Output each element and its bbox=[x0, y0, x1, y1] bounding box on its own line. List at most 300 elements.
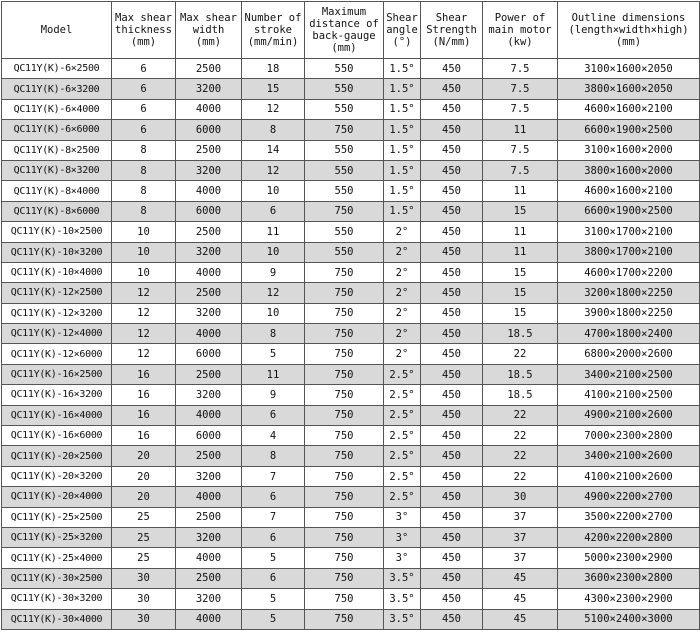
cell-model: QC11Y(K)-16×3200 bbox=[2, 385, 112, 405]
header-line: (mm) bbox=[195, 36, 222, 48]
cell-shear-strength: 450 bbox=[421, 303, 483, 323]
cell-model: QC11Y(K)-30×2500 bbox=[2, 568, 112, 588]
cell-max-shear-thickness: 8 bbox=[112, 140, 176, 160]
cell-outline-dimensions: 4600×1700×2200 bbox=[558, 262, 700, 282]
cell-shear-strength: 450 bbox=[421, 344, 483, 364]
cell-max-shear-width: 3200 bbox=[176, 385, 242, 405]
cell-outline-dimensions: 4600×1600×2100 bbox=[558, 181, 700, 201]
cell-max-shear-thickness: 12 bbox=[112, 303, 176, 323]
cell-max-shear-width: 3200 bbox=[176, 589, 242, 609]
cell-max-shear-width: 2500 bbox=[176, 568, 242, 588]
cell-max-shear-width: 4000 bbox=[176, 181, 242, 201]
cell-model: QC11Y(K)-25×4000 bbox=[2, 548, 112, 568]
cell-outline-dimensions: 7000×2300×2800 bbox=[558, 426, 700, 446]
header-line: (mm) bbox=[615, 36, 642, 48]
cell-outline-dimensions: 4100×2100×2500 bbox=[558, 385, 700, 405]
cell-max-shear-width: 6000 bbox=[176, 344, 242, 364]
cell-shear-strength: 450 bbox=[421, 242, 483, 262]
cell-outline-dimensions: 3400×2100×2600 bbox=[558, 446, 700, 466]
cell-shear-strength: 450 bbox=[421, 568, 483, 588]
cell-outline-dimensions: 3200×1800×2250 bbox=[558, 283, 700, 303]
cell-shear-angle: 2° bbox=[384, 344, 421, 364]
cell-model: QC11Y(K)-12×6000 bbox=[2, 344, 112, 364]
cell-max-shear-thickness: 25 bbox=[112, 548, 176, 568]
cell-number-of-stroke: 5 bbox=[242, 589, 305, 609]
cell-number-of-stroke: 4 bbox=[242, 426, 305, 446]
cell-main-motor-power: 22 bbox=[483, 426, 558, 446]
cell-max-shear-thickness: 10 bbox=[112, 262, 176, 282]
header-main-motor-power bbox=[483, 2, 558, 59]
cell-max-shear-thickness: 6 bbox=[112, 120, 176, 140]
header-line: back-gauge bbox=[312, 30, 376, 42]
cell-outline-dimensions: 4300×2300×2900 bbox=[558, 589, 700, 609]
cell-max-back-gauge-distance: 750 bbox=[305, 324, 384, 344]
cell-max-shear-thickness: 30 bbox=[112, 609, 176, 629]
table-row bbox=[2, 242, 700, 262]
cell-max-shear-width: 6000 bbox=[176, 201, 242, 221]
header-line: Power of bbox=[494, 12, 546, 24]
cell-max-back-gauge-distance: 750 bbox=[305, 344, 384, 364]
header-row bbox=[2, 2, 700, 59]
cell-number-of-stroke: 8 bbox=[242, 120, 305, 140]
cell-shear-strength: 450 bbox=[421, 324, 483, 344]
cell-max-shear-thickness: 10 bbox=[112, 242, 176, 262]
cell-number-of-stroke: 5 bbox=[242, 548, 305, 568]
cell-outline-dimensions: 5000×2300×2900 bbox=[558, 548, 700, 568]
header-line: stroke bbox=[254, 24, 292, 36]
cell-shear-strength: 450 bbox=[421, 79, 483, 99]
cell-number-of-stroke: 8 bbox=[242, 446, 305, 466]
cell-main-motor-power: 22 bbox=[483, 405, 558, 425]
cell-main-motor-power: 18.5 bbox=[483, 324, 558, 344]
cell-model: QC11Y(K)-16×6000 bbox=[2, 426, 112, 446]
cell-max-shear-width: 2500 bbox=[176, 507, 242, 527]
cell-model: QC11Y(K)-30×4000 bbox=[2, 609, 112, 629]
cell-shear-strength: 450 bbox=[421, 120, 483, 140]
cell-max-back-gauge-distance: 750 bbox=[305, 201, 384, 221]
cell-model: QC11Y(K)-6×3200 bbox=[2, 79, 112, 99]
cell-model: QC11Y(K)-16×4000 bbox=[2, 405, 112, 425]
cell-shear-angle: 2° bbox=[384, 262, 421, 282]
header-line: Strength bbox=[426, 24, 477, 36]
cell-main-motor-power: 45 bbox=[483, 589, 558, 609]
cell-shear-angle: 2.5° bbox=[384, 405, 421, 425]
cell-max-shear-thickness: 6 bbox=[112, 99, 176, 119]
header-max-shear-width bbox=[176, 2, 242, 59]
cell-outline-dimensions: 3100×1700×2100 bbox=[558, 222, 700, 242]
cell-max-shear-thickness: 12 bbox=[112, 344, 176, 364]
cell-max-shear-width: 4000 bbox=[176, 548, 242, 568]
cell-outline-dimensions: 3900×1800×2250 bbox=[558, 303, 700, 323]
cell-max-shear-thickness: 10 bbox=[112, 222, 176, 242]
cell-shear-angle: 2° bbox=[384, 222, 421, 242]
cell-max-shear-width: 3200 bbox=[176, 466, 242, 486]
header-line: (N/mm) bbox=[432, 36, 471, 48]
cell-shear-angle: 1.5° bbox=[384, 99, 421, 119]
cell-model: QC11Y(K)-20×2500 bbox=[2, 446, 112, 466]
cell-number-of-stroke: 12 bbox=[242, 99, 305, 119]
cell-main-motor-power: 18.5 bbox=[483, 385, 558, 405]
header-line: Max shear bbox=[180, 12, 237, 24]
cell-shear-strength: 450 bbox=[421, 507, 483, 527]
header-shear-strength bbox=[421, 2, 483, 59]
cell-model: QC11Y(K)-8×4000 bbox=[2, 181, 112, 201]
cell-shear-strength: 450 bbox=[421, 160, 483, 180]
cell-shear-angle: 2.5° bbox=[384, 466, 421, 486]
cell-model: QC11Y(K)-8×3200 bbox=[2, 160, 112, 180]
table-row bbox=[2, 527, 700, 547]
table-row bbox=[2, 487, 700, 507]
table-row bbox=[2, 364, 700, 384]
header-model bbox=[2, 2, 112, 59]
cell-number-of-stroke: 12 bbox=[242, 160, 305, 180]
cell-shear-strength: 450 bbox=[421, 201, 483, 221]
table-row bbox=[2, 59, 700, 79]
cell-max-shear-thickness: 8 bbox=[112, 201, 176, 221]
header-number-of-stroke bbox=[242, 2, 305, 59]
table-row bbox=[2, 609, 700, 629]
cell-number-of-stroke: 11 bbox=[242, 222, 305, 242]
cell-number-of-stroke: 10 bbox=[242, 242, 305, 262]
cell-shear-strength: 450 bbox=[421, 262, 483, 282]
table-row bbox=[2, 568, 700, 588]
table-row bbox=[2, 120, 700, 140]
cell-max-shear-thickness: 12 bbox=[112, 283, 176, 303]
cell-shear-strength: 450 bbox=[421, 527, 483, 547]
cell-max-shear-thickness: 30 bbox=[112, 568, 176, 588]
cell-max-shear-width: 4000 bbox=[176, 262, 242, 282]
cell-main-motor-power: 7.5 bbox=[483, 140, 558, 160]
cell-shear-strength: 450 bbox=[421, 181, 483, 201]
cell-max-back-gauge-distance: 750 bbox=[305, 487, 384, 507]
cell-main-motor-power: 22 bbox=[483, 446, 558, 466]
cell-shear-angle: 3.5° bbox=[384, 589, 421, 609]
cell-max-back-gauge-distance: 750 bbox=[305, 364, 384, 384]
cell-outline-dimensions: 3100×1600×2000 bbox=[558, 140, 700, 160]
cell-shear-strength: 450 bbox=[421, 466, 483, 486]
cell-shear-strength: 450 bbox=[421, 426, 483, 446]
table-row bbox=[2, 466, 700, 486]
table-row bbox=[2, 222, 700, 242]
cell-model: QC11Y(K)-25×2500 bbox=[2, 507, 112, 527]
cell-max-shear-width: 2500 bbox=[176, 364, 242, 384]
cell-shear-angle: 2.5° bbox=[384, 385, 421, 405]
cell-number-of-stroke: 6 bbox=[242, 568, 305, 588]
header-line: distance of bbox=[309, 18, 379, 30]
table-row bbox=[2, 446, 700, 466]
cell-model: QC11Y(K)-6×6000 bbox=[2, 120, 112, 140]
cell-main-motor-power: 15 bbox=[483, 283, 558, 303]
cell-number-of-stroke: 6 bbox=[242, 487, 305, 507]
cell-max-back-gauge-distance: 750 bbox=[305, 283, 384, 303]
cell-model: QC11Y(K)-20×4000 bbox=[2, 487, 112, 507]
cell-number-of-stroke: 6 bbox=[242, 527, 305, 547]
table-header bbox=[2, 2, 700, 59]
cell-model: QC11Y(K)-6×2500 bbox=[2, 59, 112, 79]
cell-outline-dimensions: 3400×2100×2500 bbox=[558, 364, 700, 384]
cell-outline-dimensions: 4700×1800×2400 bbox=[558, 324, 700, 344]
cell-outline-dimensions: 3800×1600×2050 bbox=[558, 79, 700, 99]
cell-max-shear-thickness: 16 bbox=[112, 405, 176, 425]
cell-shear-angle: 2.5° bbox=[384, 426, 421, 446]
table-row bbox=[2, 507, 700, 527]
cell-shear-angle: 1.5° bbox=[384, 120, 421, 140]
header-line: (°) bbox=[392, 36, 412, 48]
cell-outline-dimensions: 3500×2200×2700 bbox=[558, 507, 700, 527]
cell-max-shear-thickness: 20 bbox=[112, 466, 176, 486]
table-row bbox=[2, 324, 700, 344]
header-line: (kw) bbox=[507, 36, 533, 48]
cell-shear-strength: 450 bbox=[421, 385, 483, 405]
header-line: Maximum bbox=[321, 6, 367, 18]
cell-outline-dimensions: 3800×1600×2000 bbox=[558, 160, 700, 180]
cell-max-shear-width: 2500 bbox=[176, 446, 242, 466]
cell-max-shear-width: 3200 bbox=[176, 303, 242, 323]
table-body bbox=[2, 59, 700, 630]
table-row bbox=[2, 426, 700, 446]
cell-number-of-stroke: 7 bbox=[242, 466, 305, 486]
table-row bbox=[2, 283, 700, 303]
cell-max-shear-thickness: 16 bbox=[112, 364, 176, 384]
cell-max-shear-width: 4000 bbox=[176, 99, 242, 119]
cell-max-back-gauge-distance: 750 bbox=[305, 405, 384, 425]
table-row bbox=[2, 201, 700, 221]
header-shear-angle bbox=[384, 2, 421, 59]
cell-max-shear-thickness: 12 bbox=[112, 324, 176, 344]
table-row bbox=[2, 99, 700, 119]
cell-max-shear-width: 4000 bbox=[176, 609, 242, 629]
cell-model: QC11Y(K)-16×2500 bbox=[2, 364, 112, 384]
cell-max-shear-thickness: 30 bbox=[112, 589, 176, 609]
cell-outline-dimensions: 4900×2100×2600 bbox=[558, 405, 700, 425]
cell-shear-angle: 3° bbox=[384, 548, 421, 568]
cell-main-motor-power: 37 bbox=[483, 527, 558, 547]
cell-model: QC11Y(K)-12×4000 bbox=[2, 324, 112, 344]
cell-shear-angle: 3.5° bbox=[384, 609, 421, 629]
cell-max-back-gauge-distance: 750 bbox=[305, 589, 384, 609]
cell-number-of-stroke: 7 bbox=[242, 507, 305, 527]
cell-max-shear-width: 2500 bbox=[176, 59, 242, 79]
table-row bbox=[2, 160, 700, 180]
cell-number-of-stroke: 9 bbox=[242, 262, 305, 282]
cell-main-motor-power: 11 bbox=[483, 222, 558, 242]
cell-shear-angle: 1.5° bbox=[384, 79, 421, 99]
cell-shear-angle: 3.5° bbox=[384, 568, 421, 588]
cell-max-shear-thickness: 6 bbox=[112, 79, 176, 99]
header-line: Shear bbox=[386, 12, 418, 24]
table-row bbox=[2, 589, 700, 609]
cell-max-shear-width: 2500 bbox=[176, 283, 242, 303]
header-line: Max shear bbox=[115, 12, 172, 24]
cell-main-motor-power: 7.5 bbox=[483, 59, 558, 79]
cell-shear-angle: 2° bbox=[384, 242, 421, 262]
cell-main-motor-power: 15 bbox=[483, 262, 558, 282]
cell-outline-dimensions: 6600×1900×2500 bbox=[558, 201, 700, 221]
cell-max-shear-thickness: 16 bbox=[112, 385, 176, 405]
cell-max-back-gauge-distance: 750 bbox=[305, 527, 384, 547]
cell-number-of-stroke: 8 bbox=[242, 324, 305, 344]
cell-number-of-stroke: 5 bbox=[242, 609, 305, 629]
cell-max-shear-width: 6000 bbox=[176, 120, 242, 140]
spec-table bbox=[1, 1, 700, 630]
header-line: width bbox=[192, 24, 225, 36]
cell-main-motor-power: 7.5 bbox=[483, 99, 558, 119]
cell-shear-angle: 1.5° bbox=[384, 160, 421, 180]
table-row bbox=[2, 181, 700, 201]
header-line: thickness bbox=[115, 24, 172, 36]
cell-outline-dimensions: 3100×1600×2050 bbox=[558, 59, 700, 79]
table-row bbox=[2, 79, 700, 99]
cell-main-motor-power: 30 bbox=[483, 487, 558, 507]
cell-number-of-stroke: 10 bbox=[242, 303, 305, 323]
cell-max-back-gauge-distance: 550 bbox=[305, 160, 384, 180]
cell-main-motor-power: 22 bbox=[483, 466, 558, 486]
cell-max-back-gauge-distance: 550 bbox=[305, 99, 384, 119]
header-max-back-gauge-distance bbox=[305, 2, 384, 59]
header-line: main motor bbox=[488, 24, 552, 36]
cell-max-shear-width: 3200 bbox=[176, 160, 242, 180]
cell-max-shear-width: 2500 bbox=[176, 140, 242, 160]
cell-model: QC11Y(K)-10×4000 bbox=[2, 262, 112, 282]
header-line: (mm/min) bbox=[247, 36, 299, 48]
cell-max-back-gauge-distance: 750 bbox=[305, 385, 384, 405]
cell-number-of-stroke: 9 bbox=[242, 385, 305, 405]
cell-shear-angle: 1.5° bbox=[384, 140, 421, 160]
cell-shear-angle: 2° bbox=[384, 283, 421, 303]
cell-shear-angle: 1.5° bbox=[384, 59, 421, 79]
cell-max-shear-thickness: 20 bbox=[112, 446, 176, 466]
cell-shear-strength: 450 bbox=[421, 364, 483, 384]
table-row bbox=[2, 344, 700, 364]
header-outline-dimensions bbox=[558, 2, 700, 59]
cell-shear-strength: 450 bbox=[421, 405, 483, 425]
cell-outline-dimensions: 4200×2200×2800 bbox=[558, 527, 700, 547]
cell-max-back-gauge-distance: 550 bbox=[305, 140, 384, 160]
cell-max-shear-thickness: 20 bbox=[112, 487, 176, 507]
cell-model: QC11Y(K)-10×3200 bbox=[2, 242, 112, 262]
table-row bbox=[2, 303, 700, 323]
cell-max-back-gauge-distance: 750 bbox=[305, 120, 384, 140]
cell-max-back-gauge-distance: 750 bbox=[305, 446, 384, 466]
cell-main-motor-power: 7.5 bbox=[483, 160, 558, 180]
cell-main-motor-power: 15 bbox=[483, 303, 558, 323]
cell-max-back-gauge-distance: 750 bbox=[305, 568, 384, 588]
cell-max-back-gauge-distance: 750 bbox=[305, 303, 384, 323]
table-row bbox=[2, 140, 700, 160]
cell-shear-angle: 3° bbox=[384, 507, 421, 527]
cell-shear-angle: 2° bbox=[384, 303, 421, 323]
cell-number-of-stroke: 18 bbox=[242, 59, 305, 79]
cell-model: QC11Y(K)-6×4000 bbox=[2, 99, 112, 119]
cell-model: QC11Y(K)-8×2500 bbox=[2, 140, 112, 160]
cell-max-back-gauge-distance: 750 bbox=[305, 426, 384, 446]
cell-main-motor-power: 37 bbox=[483, 507, 558, 527]
cell-outline-dimensions: 6600×1900×2500 bbox=[558, 120, 700, 140]
cell-max-shear-width: 3200 bbox=[176, 527, 242, 547]
cell-outline-dimensions: 4100×2100×2600 bbox=[558, 466, 700, 486]
table-row bbox=[2, 262, 700, 282]
cell-max-back-gauge-distance: 750 bbox=[305, 466, 384, 486]
cell-number-of-stroke: 15 bbox=[242, 79, 305, 99]
cell-outline-dimensions: 4900×2200×2700 bbox=[558, 487, 700, 507]
cell-shear-strength: 450 bbox=[421, 609, 483, 629]
cell-max-shear-thickness: 16 bbox=[112, 426, 176, 446]
cell-outline-dimensions: 6800×2000×2600 bbox=[558, 344, 700, 364]
cell-outline-dimensions: 4600×1600×2100 bbox=[558, 99, 700, 119]
table-row bbox=[2, 385, 700, 405]
cell-model: QC11Y(K)-20×3200 bbox=[2, 466, 112, 486]
cell-main-motor-power: 22 bbox=[483, 344, 558, 364]
cell-max-shear-width: 2500 bbox=[176, 222, 242, 242]
cell-number-of-stroke: 11 bbox=[242, 364, 305, 384]
cell-max-shear-thickness: 25 bbox=[112, 507, 176, 527]
cell-max-back-gauge-distance: 550 bbox=[305, 181, 384, 201]
cell-model: QC11Y(K)-25×3200 bbox=[2, 527, 112, 547]
cell-number-of-stroke: 6 bbox=[242, 405, 305, 425]
cell-max-back-gauge-distance: 750 bbox=[305, 609, 384, 629]
cell-outline-dimensions: 3600×2300×2800 bbox=[558, 568, 700, 588]
cell-number-of-stroke: 10 bbox=[242, 181, 305, 201]
cell-max-back-gauge-distance: 550 bbox=[305, 242, 384, 262]
cell-main-motor-power: 45 bbox=[483, 568, 558, 588]
cell-shear-strength: 450 bbox=[421, 283, 483, 303]
cell-shear-angle: 1.5° bbox=[384, 181, 421, 201]
cell-max-shear-width: 4000 bbox=[176, 405, 242, 425]
cell-number-of-stroke: 5 bbox=[242, 344, 305, 364]
cell-main-motor-power: 7.5 bbox=[483, 79, 558, 99]
cell-main-motor-power: 11 bbox=[483, 181, 558, 201]
cell-max-back-gauge-distance: 550 bbox=[305, 59, 384, 79]
cell-shear-strength: 450 bbox=[421, 140, 483, 160]
cell-shear-strength: 450 bbox=[421, 487, 483, 507]
cell-model: QC11Y(K)-8×6000 bbox=[2, 201, 112, 221]
header-line: Number of bbox=[244, 12, 302, 24]
header-line: (length×width×high) bbox=[568, 24, 689, 36]
cell-shear-angle: 1.5° bbox=[384, 201, 421, 221]
cell-shear-strength: 450 bbox=[421, 589, 483, 609]
cell-number-of-stroke: 6 bbox=[242, 201, 305, 221]
cell-main-motor-power: 11 bbox=[483, 242, 558, 262]
cell-main-motor-power: 37 bbox=[483, 548, 558, 568]
cell-max-back-gauge-distance: 550 bbox=[305, 79, 384, 99]
cell-max-shear-width: 3200 bbox=[176, 79, 242, 99]
cell-main-motor-power: 11 bbox=[483, 120, 558, 140]
cell-shear-angle: 3° bbox=[384, 527, 421, 547]
header-line: (mm) bbox=[130, 36, 157, 48]
cell-max-shear-width: 4000 bbox=[176, 487, 242, 507]
cell-max-shear-width: 6000 bbox=[176, 426, 242, 446]
cell-shear-angle: 2.5° bbox=[384, 487, 421, 507]
cell-number-of-stroke: 14 bbox=[242, 140, 305, 160]
header-line: angle bbox=[386, 24, 418, 36]
cell-max-shear-thickness: 6 bbox=[112, 59, 176, 79]
header-line: Model bbox=[40, 24, 73, 36]
cell-shear-strength: 450 bbox=[421, 59, 483, 79]
header-line: (mm) bbox=[331, 42, 357, 54]
cell-model: QC11Y(K)-30×3200 bbox=[2, 589, 112, 609]
cell-shear-angle: 2° bbox=[384, 324, 421, 344]
cell-shear-strength: 450 bbox=[421, 446, 483, 466]
table-row bbox=[2, 405, 700, 425]
cell-max-shear-width: 3200 bbox=[176, 242, 242, 262]
cell-main-motor-power: 45 bbox=[483, 609, 558, 629]
cell-max-shear-width: 4000 bbox=[176, 324, 242, 344]
cell-shear-angle: 2.5° bbox=[384, 446, 421, 466]
cell-model: QC11Y(K)-12×2500 bbox=[2, 283, 112, 303]
cell-max-shear-thickness: 8 bbox=[112, 160, 176, 180]
cell-max-back-gauge-distance: 550 bbox=[305, 222, 384, 242]
cell-model: QC11Y(K)-12×3200 bbox=[2, 303, 112, 323]
